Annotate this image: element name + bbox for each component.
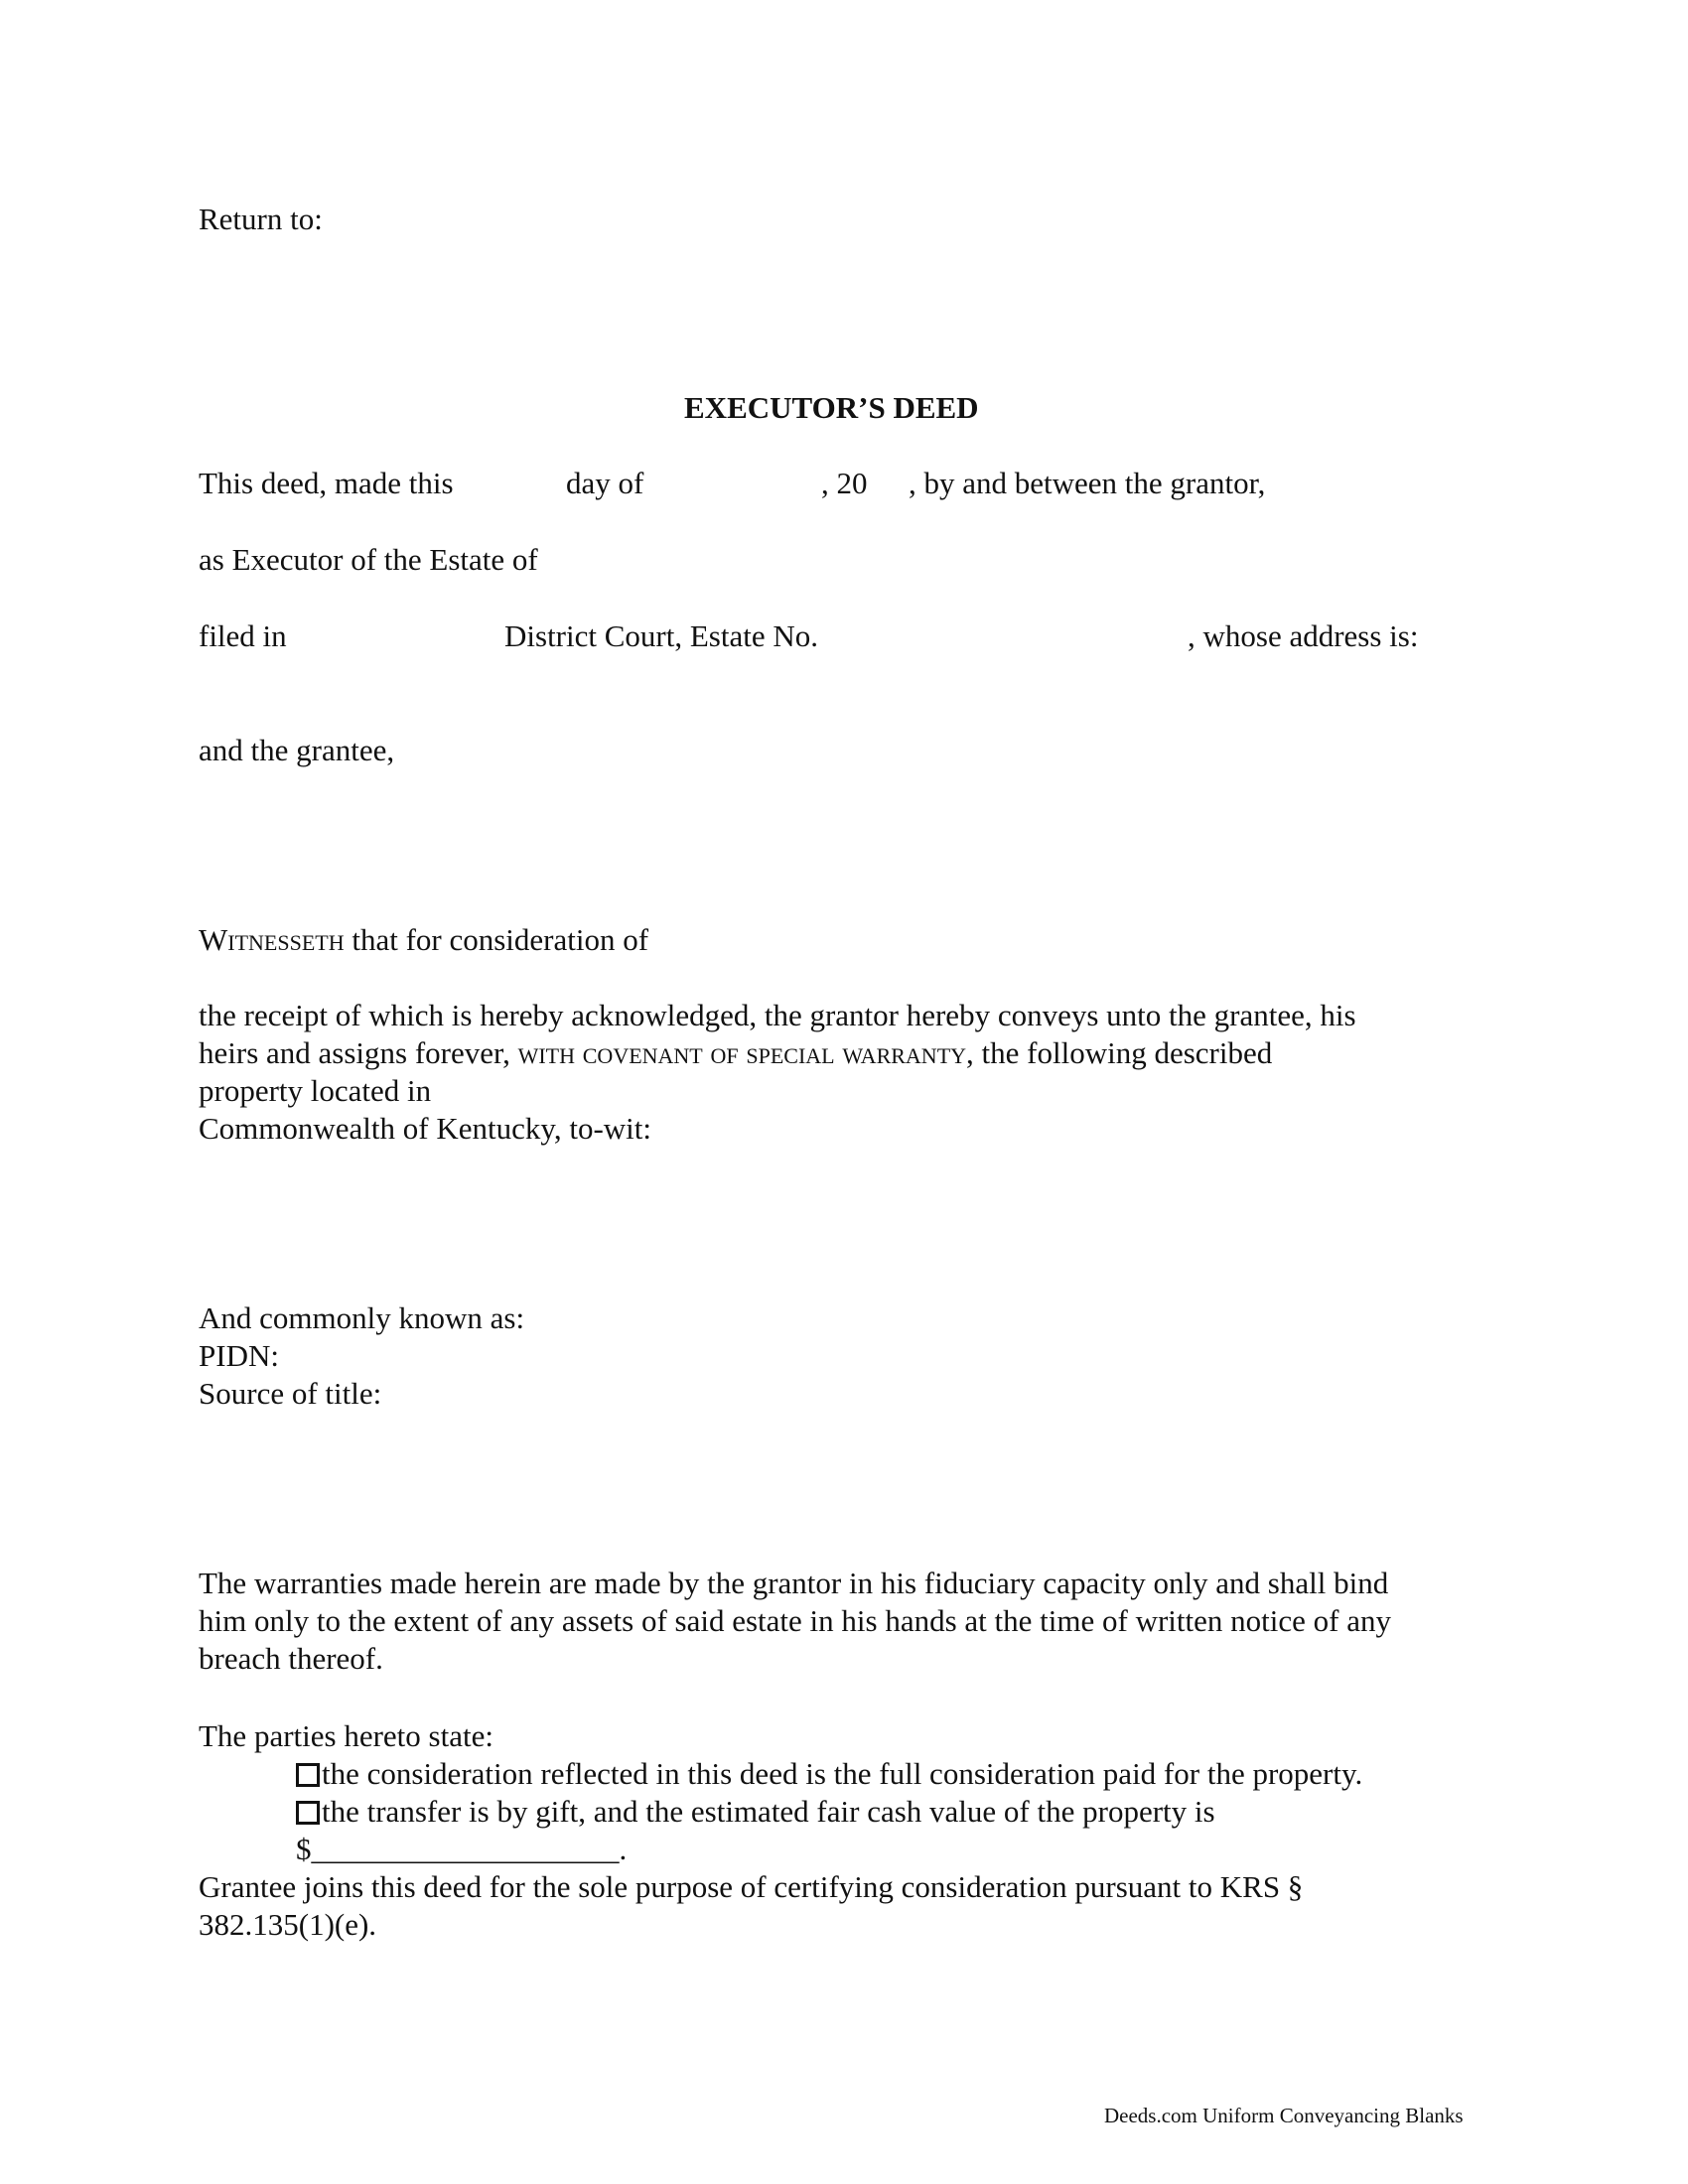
option-gift-transfer-label: the transfer is by gift, and the estimated fair cash value of the property is	[322, 1794, 1215, 1829]
checkbox-full-consideration[interactable]	[296, 1763, 320, 1787]
pidn-label: PIDN:	[199, 1338, 279, 1373]
document-title: EXECUTOR’S DEED	[684, 390, 979, 425]
witnesseth-word: Witnesseth	[199, 922, 345, 957]
witnesseth-paragraph	[199, 921, 648, 959]
option-full-consideration[interactable]	[296, 1755, 1362, 1793]
footer-text: Deeds.com Uniform Conveyancing Blanks	[1104, 2104, 1464, 2127]
conveyance-line-2a: heirs and assigns forever,	[199, 1035, 518, 1070]
conveyance-line-2b: , the following described	[966, 1035, 1273, 1070]
grantee-joins-line-1: Grantee joins this deed for the sole purpose of certifying consideration pursuant to KRS §	[199, 1869, 1304, 1904]
for-consideration-text: that for consideration of	[344, 922, 649, 957]
executor-of-text: as Executor of the Estate of	[199, 542, 538, 577]
option-gift-transfer[interactable]	[296, 1793, 1215, 1831]
source-of-title-label: Source of title:	[199, 1376, 382, 1411]
day-of-text: day of	[566, 466, 644, 500]
conveyance-line-3: property located in	[199, 1073, 432, 1108]
covenant-special-warranty: with covenant of special warranty	[517, 1035, 967, 1070]
option-full-consideration-label: the consideration reflected in this deed is the full consideration paid for the property.	[322, 1756, 1363, 1791]
conveyance-line-2	[199, 1034, 1272, 1072]
grantee-joins-line-2: 382.135(1)(e).	[199, 1907, 377, 1942]
conveyance-line-1: the receipt of which is hereby acknowledged, the grantor hereby conveys unto the grantee, his	[199, 998, 1356, 1032]
warranties-line-3: breach thereof.	[199, 1641, 383, 1676]
fair-cash-value-blank: $____________________.	[296, 1832, 628, 1866]
warranties-line-2: him only to the extent of any assets of said estate in his hands at the time of written notice of any	[199, 1603, 1391, 1638]
between-grantor-text: , by and between the grantor,	[909, 466, 1266, 500]
parties-state-text: The parties hereto state:	[199, 1718, 493, 1753]
known-as-label: And commonly known as:	[199, 1300, 525, 1335]
return-to-label: Return to:	[199, 202, 323, 236]
warranties-line-1: The warranties made herein are made by the grantor in his fiduciary capacity only and shall bind	[199, 1566, 1389, 1600]
made-this-text: This deed, made this	[199, 466, 454, 500]
conveyance-line-4: Commonwealth of Kentucky, to-wit:	[199, 1111, 652, 1146]
checkbox-gift-transfer[interactable]	[296, 1801, 320, 1825]
grantee-text: and the grantee,	[199, 733, 395, 767]
year-text: , 20	[821, 466, 868, 500]
whose-address-text: , whose address is:	[1188, 618, 1419, 653]
filed-in-text: filed in	[199, 618, 287, 653]
district-court-text: District Court, Estate No.	[504, 618, 818, 653]
